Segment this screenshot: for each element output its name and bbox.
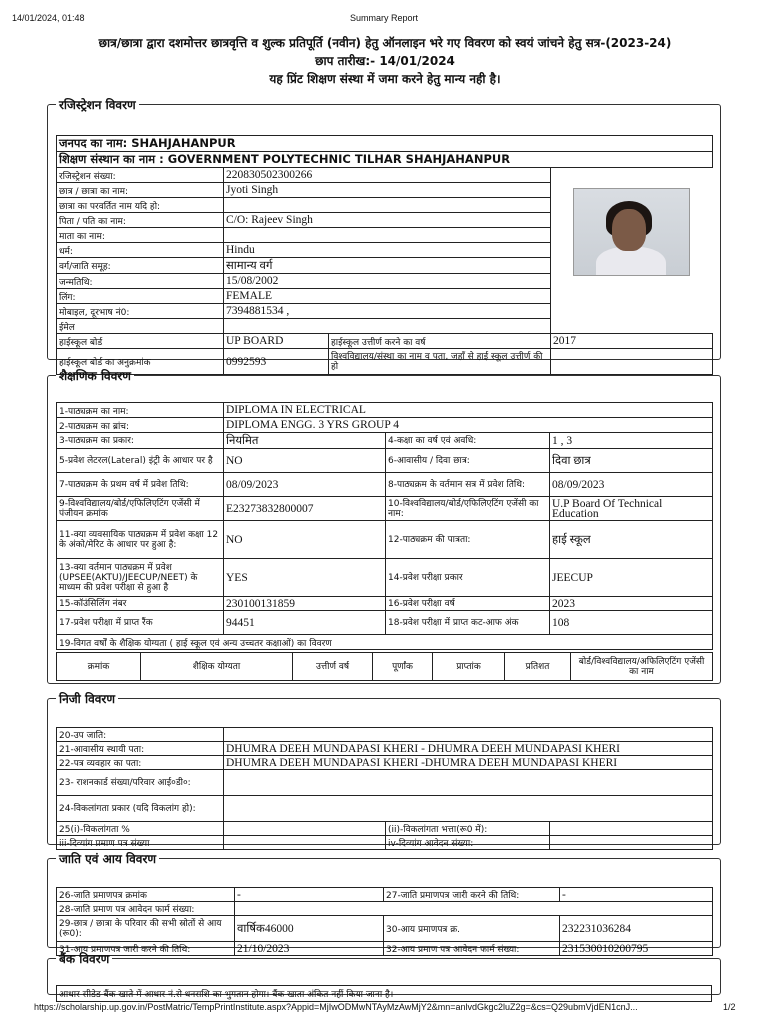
academic-field-value: 2023 — [550, 597, 713, 611]
registration-field-value: 7394881534 , — [224, 304, 551, 319]
caste-application-value — [235, 902, 713, 916]
caste-cert-date-value: - — [560, 888, 713, 902]
academic-section — [47, 367, 721, 684]
academic-row — [57, 521, 713, 559]
academic-row — [57, 433, 713, 449]
registration-row — [57, 168, 713, 183]
ration-card-label: 23- राशनकार्ड संख्या/परिवार आई०डी०: — [57, 770, 224, 796]
academic-field-label: 4-कक्षा का वर्ष एवं अवधि: — [386, 433, 550, 449]
subcaste-label: 20-उप जाति: — [57, 728, 224, 742]
disability-percent-label: 25(i)-विकलांगता % — [57, 822, 224, 836]
photo-area-cell — [551, 304, 713, 319]
registration-field-label: माता का नाम: — [57, 228, 224, 243]
academic-legend: शैक्षणिक विवरण — [59, 369, 131, 383]
academic-row — [57, 611, 713, 635]
course-branch-label: 2-पाठ्यक्रम का ब्रांच: — [57, 418, 224, 433]
registration-row — [57, 289, 713, 304]
photo-area-cell — [551, 289, 713, 304]
academic-field-value: नियमित — [224, 433, 386, 449]
income-cert-number-label: 30-आय प्रमाणपत्र क्र. — [384, 916, 560, 942]
registration-field-label: ईमेल — [57, 319, 224, 334]
report-title: छात्र/छात्रा द्वारा दशमोत्तर छात्रवृत्ति व शुल्क प्रतिपूर्ति (नवीन) हेतु ऑनलाइन भरे गए विवरण को स्वयं जांचने हेतु सत्र-(2023-24) — [98, 36, 672, 50]
academic-field-value: E23273832800007 — [224, 497, 386, 521]
income-application-label: 32-आय प्रमाण पत्र आवेदन फार्म संख्या: — [384, 942, 560, 956]
caste-cert-number-value: - — [235, 888, 384, 902]
history-column-header: पूर्णांक — [373, 653, 433, 681]
registration-field-value: सामान्य वर्ग — [224, 258, 551, 274]
academic-field-value: NO — [224, 521, 386, 559]
hs-pass-year-value: 2017 — [551, 334, 713, 349]
academic-table — [56, 402, 713, 650]
registration-field-label: रजिस्ट्रेशन संख्या: — [57, 168, 224, 183]
registration-row — [57, 319, 713, 334]
permanent-address-label: 21-आवासीय स्थायी पता: — [57, 742, 224, 756]
hs-board-label: हाईस्कूल बोर्ड — [57, 334, 224, 349]
registration-field-value: C/O: Rajeev Singh — [224, 213, 551, 228]
registration-field-value — [224, 228, 551, 243]
divyang-application-value — [550, 836, 713, 850]
course-name-label: 1-पाठ्यक्रम का नाम: — [57, 403, 224, 418]
hs-school-label: विश्वविद्यालय/संस्था का नाम व पता, जहाँ से हाई स्कूल उत्तीर्ण की हो — [329, 349, 551, 375]
course-name-value: DIPLOMA IN ELECTRICAL — [224, 403, 713, 418]
income-cert-number-value: 232231036284 — [560, 916, 713, 942]
academic-field-label: 14-प्रवेश परीक्षा प्रकार — [386, 559, 550, 597]
academic-field-label: 18-प्रवेश परीक्षा में प्राप्त कट-आफ अंक — [386, 611, 550, 635]
registration-field-label: धर्म: — [57, 243, 224, 258]
registration-legend: रजिस्ट्रेशन विवरण — [59, 98, 136, 112]
hs-board-value: UP BOARD — [224, 334, 329, 349]
page-url: https://scholarship.up.gov.in/PostMatric/TempPrintInstitute.aspx?Appid=MjIwODMwNTAyMzAwMjY2&mn=anlvdGkgc2luZ2g=&cs=Q29ubmVjdEN1cnJ... — [34, 1002, 638, 1012]
history-column-header: उत्तीर्ण वर्ष — [293, 653, 373, 681]
registration-field-value — [224, 319, 551, 334]
academic-row — [57, 449, 713, 473]
page-number: 1/2 — [723, 1002, 736, 1012]
disability-allowance-value — [550, 822, 713, 836]
hs-pass-year-label: हाईस्कूल उत्तीर्ण करने का वर्ष — [329, 334, 551, 349]
caste-cert-date-label: 27-जाति प्रमाणपत्र जारी करने की तिथि: — [384, 888, 560, 902]
academic-field-label: 15-कॉउंसिलिंग नंबर — [57, 597, 224, 611]
academic-field-label: 17-प्रवेश परीक्षा में प्राप्त रैंक — [57, 611, 224, 635]
personal-table — [56, 727, 713, 850]
permanent-address-value: DHUMRA DEEH MUNDAPASI KHERI - DHUMRA DEEH MUNDAPASI KHERI — [224, 742, 713, 756]
registration-field-value: 220830502300266 — [224, 168, 551, 183]
disability-type-value — [224, 796, 713, 822]
registration-field-label: छात्र / छात्रा का नाम: — [57, 183, 224, 198]
academic-field-value: JEECUP — [550, 559, 713, 597]
registration-field-value: Jyoti Singh — [224, 183, 551, 198]
income-cert-date-label: 31-आय प्रमाणपत्र जारी करने की तिथि: — [57, 942, 235, 956]
income-application-value: 231530010200795 — [560, 942, 713, 956]
history-column-header: प्राप्तांक — [433, 653, 505, 681]
education-history-title: 19-विगत वर्षों के शैक्षिक योग्यता ( हाई स्कूल एवं अन्य उच्चतर कक्षाओं) का विवरण — [57, 635, 713, 650]
family-income-label: 29-छात्र / छात्रा के परिवार की सभी स्रोतों से आय (रू0): — [57, 916, 235, 942]
caste-income-table — [56, 887, 713, 956]
registration-field-label: जन्मतिथि: — [57, 274, 224, 289]
registration-field-value: FEMALE — [224, 289, 551, 304]
academic-field-value: हाई स्कूल — [550, 521, 713, 559]
correspondence-address-value: DHUMRA DEEH MUNDAPASI KHERI -DHUMRA DEEH MUNDAPASI KHERI — [224, 756, 713, 770]
academic-field-label: 13-क्या वर्तमान पाठ्यक्रम में प्रवेश (UPSEE(AKTU)/JEECUP/NEET) के माध्यम की प्रवेश परीक्षा से हुआ है — [57, 559, 224, 597]
academic-row — [57, 473, 713, 497]
district-name: जनपद का नाम: SHAHJAHANPUR — [57, 136, 713, 152]
academic-field-label: 7-पाठ्यक्रम के प्रथम वर्ष में प्रवेश तिथि: — [57, 473, 224, 497]
photo-area-cell — [551, 168, 713, 183]
history-column-header: प्रतिशत — [505, 653, 571, 681]
student-photo — [573, 188, 690, 276]
print-doc-title: Summary Report — [349, 13, 419, 23]
registration-row — [57, 304, 713, 319]
bank-note: आधार सीडेड बैंक खाते में आधार नं.से धनराशि का भुगतान होगा। बैंक खाता अंकित नहीं किया जाना है। — [57, 986, 712, 1002]
academic-row — [57, 497, 713, 521]
correspondence-address-label: 22-पत्र व्यवहार का पता: — [57, 756, 224, 770]
academic-field-value: U.P Board Of Technical Education — [550, 497, 713, 521]
history-column-header: शैक्षिक योग्यता — [141, 653, 293, 681]
academic-field-value: 108 — [550, 611, 713, 635]
registration-field-label: पिता / पति का नाम: — [57, 213, 224, 228]
academic-field-label: 11-क्या व्यवसायिक पाठ्यक्रम में प्रवेश कक्षा 12 के अंको/मेरिट के आधार पर हुआ है: — [57, 521, 224, 559]
academic-field-label: 16-प्रवेश परीक्षा वर्ष — [386, 597, 550, 611]
caste-income-legend: जाति एवं आय विवरण — [59, 852, 157, 866]
academic-field-label: 9-विश्वविद्यालय/बोर्ड/एफिलिएटिंग एजेंसी में पंजीयन क्रमांक — [57, 497, 224, 521]
divyang-certificate-label: iii-दिव्यांग प्रमाण पत्र संख्या — [57, 836, 224, 850]
academic-field-label: 12-पाठ्यक्रम की पात्रता: — [386, 521, 550, 559]
validity-note: यह प्रिंट शिक्षण संस्था में जमा करने हेतु मान्य नही है। — [269, 72, 501, 86]
print-header — [0, 0, 768, 30]
registration-field-value — [224, 198, 551, 213]
registration-field-value: Hindu — [224, 243, 551, 258]
academic-field-label: 8-पाठ्यक्रम के वर्तमान सत्र में प्रवेश तिथि: — [386, 473, 550, 497]
academic-row — [57, 597, 713, 611]
subcaste-value — [224, 728, 713, 742]
divyang-certificate-value — [224, 836, 386, 850]
bank-legend: बैंक विवरण — [59, 952, 110, 966]
academic-field-value: YES — [224, 559, 386, 597]
registration-field-label: मोबाइल, दूरभाष नं0: — [57, 304, 224, 319]
academic-field-value: 08/09/2023 — [224, 473, 386, 497]
family-income-value: वार्षिक46000 — [235, 916, 384, 942]
personal-section — [47, 690, 721, 849]
caste-income-section — [47, 850, 721, 955]
disability-percent-value — [224, 822, 386, 836]
academic-field-value: 08/09/2023 — [550, 473, 713, 497]
hs-roll-value: 0992593 — [224, 349, 329, 375]
academic-field-value: 230100131859 — [224, 597, 386, 611]
ration-card-value — [224, 770, 713, 796]
history-column-header: क्रमांक — [57, 653, 141, 681]
course-branch-value: DIPLOMA ENGG. 3 YRS GROUP 4 — [224, 418, 713, 433]
academic-field-label: 10-विश्वविद्यालय/बोर्ड/एफिलिएटिंग एजेंसी का नाम: — [386, 497, 550, 521]
print-date: छाप तारीख:- 14/01/2024 — [315, 54, 455, 68]
academic-row — [57, 559, 713, 597]
disability-type-label: 24-विकलांगता प्रकार (यदि विकलांग हो): — [57, 796, 224, 822]
academic-field-value: दिवा छात्र — [550, 449, 713, 473]
registration-field-label: लिंग: — [57, 289, 224, 304]
academic-field-value: NO — [224, 449, 386, 473]
institution-name: शिक्षण संस्थान का नाम : GOVERNMENT POLYTECHNIC TILHAR SHAHJAHANPUR — [57, 152, 713, 168]
academic-field-label: 5-प्रवेश लेटरल(Lateral) इंट्री के आधार पर है — [57, 449, 224, 473]
bank-section — [47, 950, 721, 1000]
history-column-header: बोर्ड/विश्वविद्यालय/अफिलिएटिंग एजेंसी का नाम — [571, 653, 713, 681]
academic-field-value: 94451 — [224, 611, 386, 635]
registration-field-label: छात्रा का परवर्तित नाम यदि हो: — [57, 198, 224, 213]
income-cert-date-value: 21/10/2023 — [235, 942, 384, 956]
print-footer — [0, 998, 768, 1018]
caste-application-label: 28-जाति प्रमाण पत्र आवेदन फार्म संख्या: — [57, 902, 235, 916]
education-history-table — [56, 652, 713, 681]
caste-cert-number-label: 26-जाति प्रमाणपत्र क्रमांक — [57, 888, 235, 902]
report-heading — [40, 36, 730, 86]
academic-field-label: 6-आवासीय / दिवा छात्र: — [386, 449, 550, 473]
personal-legend: निजी विवरण — [59, 692, 115, 706]
divyang-application-label: iv-दिव्यांग आवेदन संख्या: — [386, 836, 550, 850]
disability-allowance-label: (ii)-विकलांगता भत्ता(रू0 में): — [386, 822, 550, 836]
academic-field-label: 3-पाठ्यक्रम का प्रकार: — [57, 433, 224, 449]
photo-area-cell — [551, 319, 713, 334]
academic-field-value: 1 , 3 — [550, 433, 713, 449]
print-datetime: 14/01/2024, 01:48 — [12, 13, 85, 23]
registration-field-value: 15/08/2002 — [224, 274, 551, 289]
hs-roll-label: हाईस्कूल बोर्ड का अनुक्रमांक — [57, 349, 224, 375]
registration-field-label: वर्ग/जाति समूह: — [57, 258, 224, 274]
